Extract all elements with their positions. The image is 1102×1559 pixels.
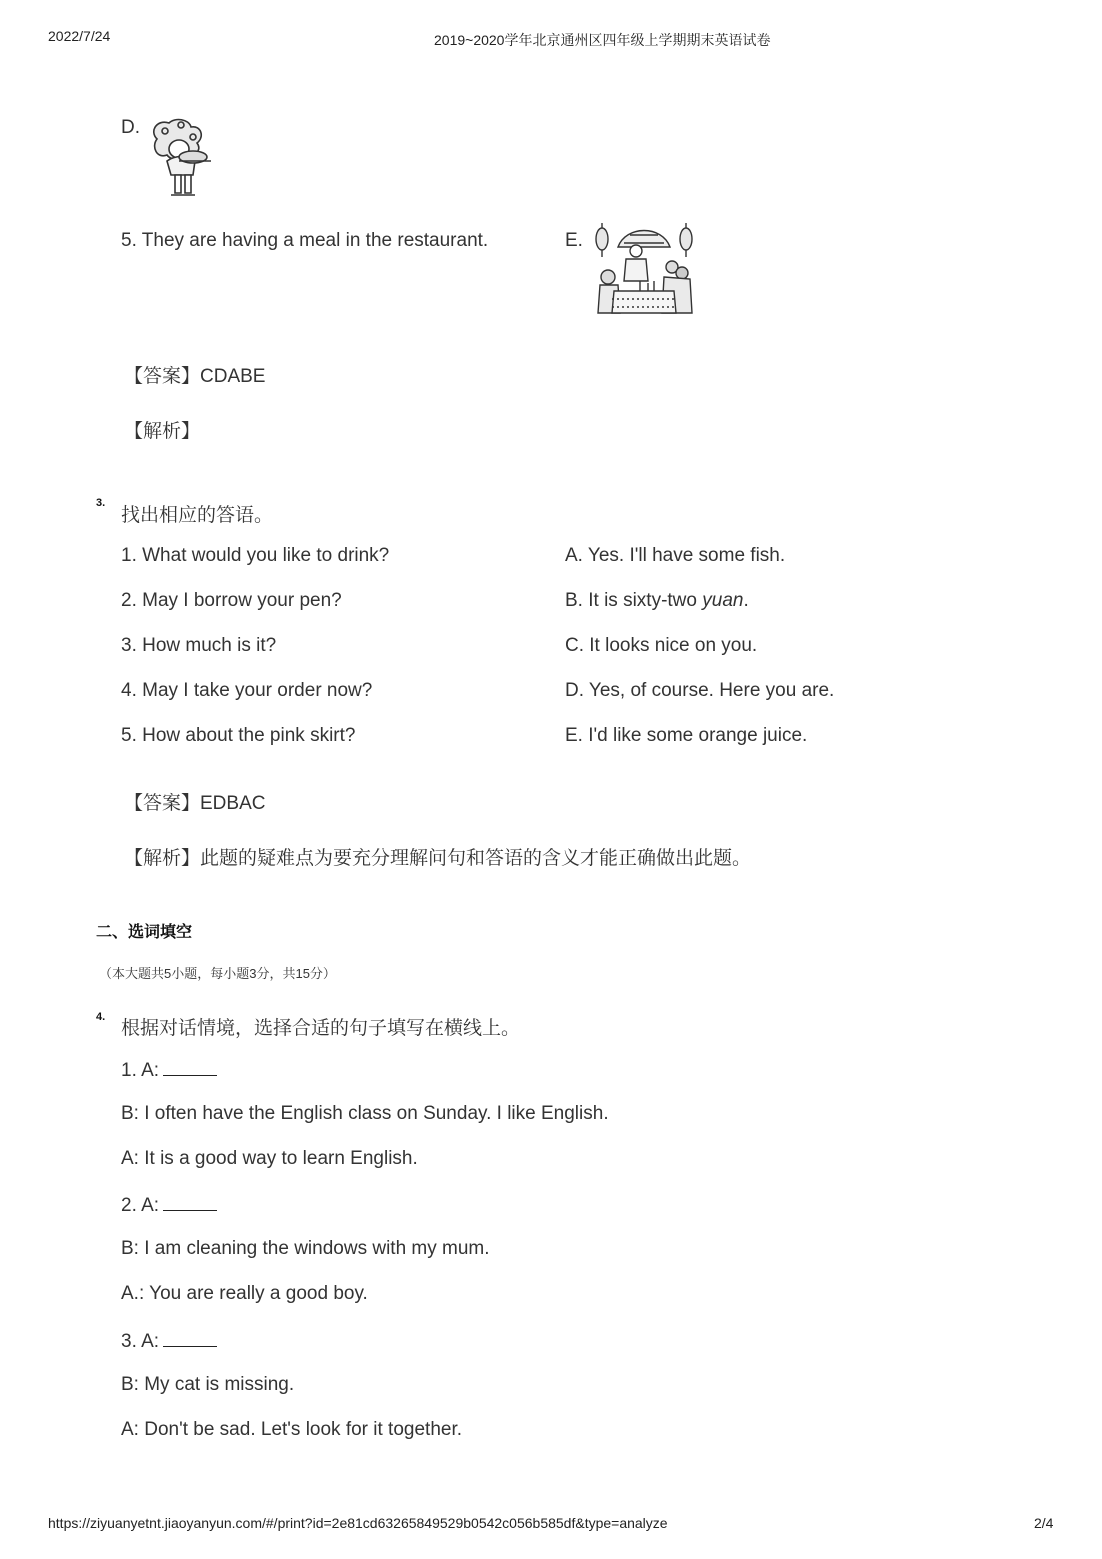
answer-blank[interactable]: [163, 1058, 217, 1076]
q3-answer-c: C. It looks nice on you.: [565, 635, 758, 656]
dialogue-1-a: 1. A:: [121, 1058, 217, 1082]
section-note: （本大题共5小题，每小题3分，共15分）: [99, 966, 336, 981]
q3-analysis: 【解析】此题的疑难点为要充分理解问句和答语的含义才能正确做出此题。: [124, 848, 752, 869]
q3-answer: 【答案】EDBAC: [124, 793, 266, 814]
dialogue-3-c: A: Don't be sad. Let's look for it together.: [121, 1419, 463, 1440]
question-number: 4.: [96, 1011, 106, 1023]
q3-question-5: 5. How about the pink skirt?: [121, 725, 356, 746]
question-prompt: 根据对话情境，选择合适的句子填写在横线上。: [121, 1018, 521, 1039]
page-number: 2/4: [1034, 1515, 1054, 1531]
q2-item-5: 5. They are having a meal in the restaurant.: [121, 230, 489, 251]
dialogue-2-a: 2. A:: [121, 1193, 217, 1217]
q3-answer-e: E. I'd like some orange juice.: [565, 725, 808, 746]
option-e-label: E.: [565, 230, 583, 251]
print-date: 2022/7/24: [48, 28, 111, 44]
q3-question-1: 1. What would you like to drink?: [121, 545, 390, 566]
footer-url[interactable]: https://ziyuanyetnt.jiaoyanyun.com/#/print?id=2e81cd63265849529b0542c056b585df&type=analyze: [48, 1515, 668, 1531]
dialogue-2-c: A.: You are really a good boy.: [121, 1283, 368, 1304]
girl-eating-hamburger-image: [145, 117, 221, 199]
dialogue-1-b: B: I often have the English class on Sunday. I like English.: [121, 1103, 609, 1124]
q2-analysis: 【解析】: [124, 421, 201, 442]
dialogue-1-c: A: It is a good way to learn English.: [121, 1148, 418, 1169]
q3-answer-d: D. Yes, of course. Here you are.: [565, 680, 835, 701]
answer-blank[interactable]: [163, 1329, 217, 1347]
option-d-label: D.: [121, 117, 140, 138]
q3-question-2: 2. May I borrow your pen?: [121, 590, 342, 611]
q3-question-3: 3. How much is it?: [121, 635, 277, 656]
q3-answer-a: A. Yes. I'll have some fish.: [565, 545, 786, 566]
dialogue-3-a: 3. A:: [121, 1329, 217, 1353]
question-prompt: 找出相应的答语。: [121, 505, 274, 526]
dialogue-3-b: B: My cat is missing.: [121, 1374, 295, 1395]
dialogue-2-b: B: I am cleaning the windows with my mum.: [121, 1238, 490, 1259]
document-title: 2019~2020学年北京通州区四年级上学期期末英语试卷: [434, 32, 771, 48]
section-title: 二、选词填空: [96, 924, 193, 941]
q3-answer-b: B. It is sixty-two yuan.: [565, 590, 749, 611]
q2-answer: 【答案】CDABE: [124, 366, 266, 387]
answer-blank[interactable]: [163, 1193, 217, 1211]
restaurant-meal-image: [590, 221, 698, 317]
q3-question-4: 4. May I take your order now?: [121, 680, 373, 701]
question-number: 3.: [96, 497, 106, 509]
